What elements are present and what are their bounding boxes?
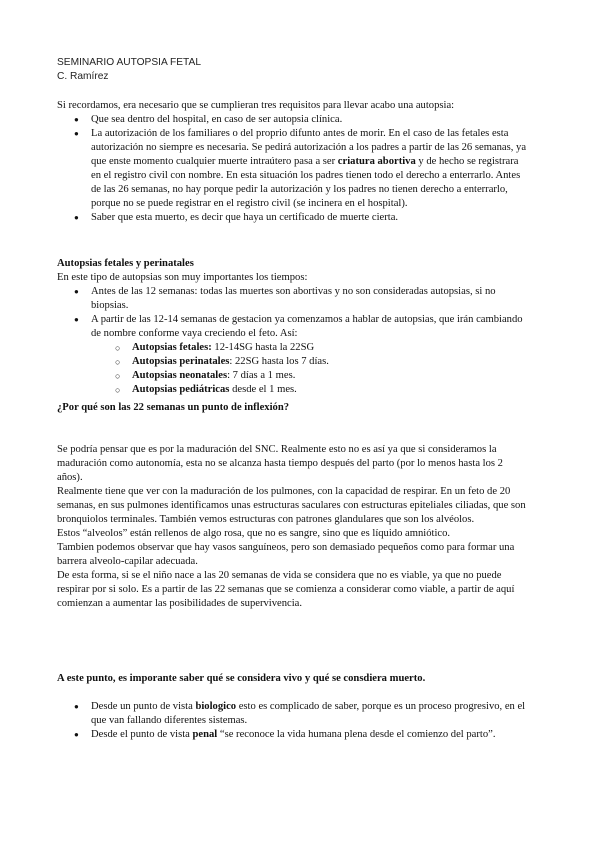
section-lead: En este tipo de autopsias son muy importantes los tiempos: [57,272,308,283]
list-item: ○ Autopsias pediátricas desde el 1 mes. [57,383,529,397]
list-item: ○ Autopsias perinatales: 22SG hasta los 7 días. [57,355,529,369]
section-heading: Autopsias fetales y perinatales [57,258,194,269]
inflection-heading: ¿Por qué son las 22 semanas un punto de inflexión? [57,402,290,413]
list-item: ● A partir de las 12-14 semanas de gestacion ya comenzamos a hablar de autopsias, que irán cambiando de nombre conforme vaya creciendo el feto. Así: [57,313,529,341]
list-item: ○ Autopsias fetales: 12-14SG hasta la 22SG [57,341,529,355]
autopsy-type-list [57,341,529,397]
list-item: ● Saber que esta muerto, es decir que haya un certificado de muerte cierta. [57,211,529,225]
document-author: C. Ramírez [57,71,109,82]
paragraph: Estos “alveolos” están rellenos de algo rosa, que no es sangre, sino que es líquido amniótico. [57,528,451,539]
timing-list [57,285,529,341]
paragraph: Realmente tiene que ver con la maduración de los pulmones, con la capacidad de respirar. En un feto de 20 semanas, en sus pulmones identificamos unas estructuras saculares con estructuras epiteliales ciliadas, que son bronquiolos terminales. También vemos estructuras con patrones glandulares que son los alvéolos. [57,486,526,525]
paragraph: Tambien podemos observar que hay vasos sanguíneos, pero son demasiado pequeños como para formar una barrera alveolo-capilar adecuada. [57,542,515,567]
intro-lead: Si recordamos, era necesario que se cumplieran tres requisitos para llevar acabo una autopsia: [57,100,455,111]
document-title: SEMINARIO AUTOPSIA FETAL [57,57,201,68]
paragraph: Se podría pensar que es por la maduración del SNC. Realmente esto no es así ya que si consideramos la maduración como autonomía, esta no se alcanza hasta tiempo después del parto (por lo menos hasta los 2 años). [57,444,503,483]
list-item: ● La autorización de los familiares o del proprio difunto antes de morir. En el caso de las fetales esta autorización no siempre es necesaria. Se pedirá autorización a los padres a partir de las 26 semanas, ya que enste momento cualquier muerte intraútero pasa a ser criatura abortiva y de hecho se registrara en el registro civil con nombre. En esta situación los padres tienen todo el derecho a enterrarlo. Antes de las 26 semanas, no hay porque pedir la autorización y los padres no tienen derecho a enterrarlo, porque no se puede registrar en el registro civil (se incinera en el hospital). [57,127,529,211]
list-item: ○ Autopsias neonatales: 7 días a 1 mes. [57,369,529,383]
alive-dead-section [57,700,529,742]
inflection-section [57,443,529,611]
list-item: ● Antes de las 12 semanas: todas las muertes son abortivas y no son consideradas autopsias, si no biopsias. [57,285,529,313]
requirements-list [57,113,529,225]
list-item: ● Desde el punto de vista penal “se reconoce la vida humana plena desde el comienzo del parto”. [57,728,529,742]
viewpoint-list [57,700,529,742]
intro-section [57,99,529,225]
alive-dead-heading: A este punto, es imporante saber qué se considera vivo y qué se consdiera muerto. [57,673,426,684]
list-item: ● Que sea dentro del hospital, en caso de ser autopsia clínica. [57,113,529,127]
fetal-autopsy-section [57,257,529,397]
paragraph: De esta forma, si se el niño nace a las 20 semanas de vida se considera que no es viable, ya que no puede respirar por si solo. Es a partir de las 22 semanas que se comienza a considerar como viable, a partir de aquí comienzan a aumentar las posibilidades de supervivencia. [57,570,515,609]
list-item: ● Desde un punto de vista biologico esto es complicado de saber, porque es un proceso progresivo, en el que van fallando diferentes sistemas. [57,700,529,728]
